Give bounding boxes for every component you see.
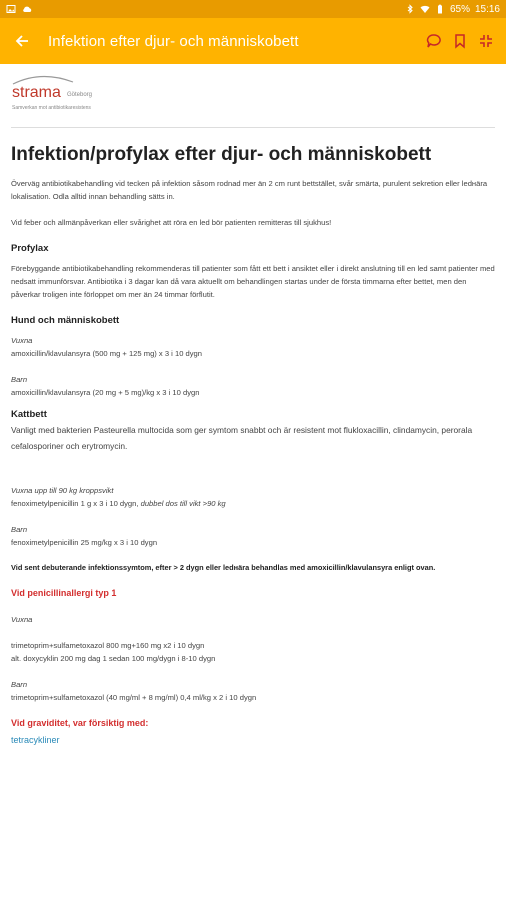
logo-word: strama — [12, 84, 61, 101]
hund-child-text: amoxicillin/klavulansyra (20 mg + 5 mg)/kg x 3 i 10 dygn — [11, 388, 200, 397]
battery-level: 65% — [449, 3, 470, 15]
intro-paragraph: Överväg antibiotikabehandling vid tecken på infektion såsom rodnad mer än 2 cm runt bettstället, svår smärta, purulent sekretion eller ledнära lokalisation. Odla alltid innan behandling sätts in. — [11, 179, 488, 201]
hund-child-label: Barn — [11, 375, 28, 384]
arrow-left-icon — [15, 34, 29, 48]
profylax-heading: Profylax — [11, 243, 49, 254]
katt-adult-dose: fenoximetylpenicillin 1 g x 3 i 10 dygn, — [11, 499, 141, 508]
katt-adult-text — [11, 497, 495, 510]
cloud-icon — [22, 4, 32, 14]
logo-city: Göteborg — [67, 92, 93, 98]
allergy-adult-line-1: trimetoprim+sulfametoxazol 800 mg+160 mg x2 i 10 dygn — [11, 641, 205, 650]
comment-icon — [426, 33, 442, 49]
katt-adult-dose-note: dubbel dos till vikt >90 kg — [140, 499, 226, 508]
clock: 15:16 — [474, 3, 500, 15]
katt-adult-label: Vuxna upp till 90 kg kroppsvikt — [11, 486, 114, 495]
referral-paragraph: Vid feber och allmänpåverkan eller svårighet att röra en led bör patienten remitteras till sjukhus! — [11, 218, 332, 227]
profylax-paragraph: Förebyggande antibiotikabehandling rekommenderas till patienter som fått ett bett i ansiktet eller i direkt anslutning till en led samt patienter med nedsatt immunförsvar. Antibiotika i 3 dagar kan då vara aktuellt om behandlingen startas under de första timmarna efter bettet, men den påverkar troligen inte förloppet om mer än 24 timmar förflutit. — [11, 264, 495, 299]
hund-adult-text: amoxicillin/klavulansyra (500 mg + 125 mg) x 3 i 10 dygn — [11, 349, 202, 358]
hund-heading: Hund och människobett — [11, 315, 120, 326]
tetracykliner-link[interactable]: tetracykliner — [11, 735, 60, 745]
katt-child-text: fenoximetylpenicillin 25 mg/kg x 3 i 10 dygn — [11, 538, 158, 547]
allergy-adult-line-2: alt. doxycyklin 200 mg dag 1 sedan 100 mg/dygn i 8-10 dygn — [11, 654, 216, 663]
collapse-icon — [478, 33, 494, 49]
bookmark-icon — [452, 33, 468, 49]
hund-adult-label: Vuxna — [11, 336, 33, 345]
allergy-child-text: trimetoprim+sulfametoxazol (40 mg/ml + 8 mg/ml) 0,4 ml/kg x 2 i 10 dygn — [11, 693, 257, 702]
article-heading: Infektion/profylax efter djur- och människobett — [11, 144, 432, 165]
divider — [11, 127, 495, 128]
katt-paragraph: Vanligt med bakterien Pasteurella multocida som ger symtom snabbt och är resistent mot flukloxacillin, clindamycin, perorala cefalosporiner och erytromycin. — [11, 425, 473, 451]
katt-heading: Kattbett — [11, 409, 47, 420]
allergy-heading: Vid penicillinallergi typ 1 — [11, 588, 117, 598]
strama-logo — [11, 72, 495, 118]
status-bar — [0, 0, 506, 18]
bookmark-button[interactable] — [448, 18, 472, 64]
pregnancy-heading: Vid graviditet, var försiktig med: — [11, 718, 149, 728]
battery-icon — [435, 4, 445, 14]
wifi-icon — [420, 4, 430, 14]
image-icon — [6, 4, 16, 14]
article — [0, 64, 506, 748]
app-bar — [0, 18, 506, 64]
allergy-adult-label: Vuxna — [11, 615, 33, 624]
bluetooth-icon — [405, 4, 415, 14]
collapse-button[interactable] — [474, 18, 498, 64]
page-title: Infektion efter djur- och människobett — [48, 32, 299, 50]
allergy-child-label: Barn — [11, 680, 28, 689]
katt-child-label: Barn — [11, 525, 28, 534]
logo-tagline: Samverkan mot antibiotikaresistens — [12, 105, 91, 111]
back-button[interactable] — [0, 18, 44, 64]
late-onset-note: Vid sent debuterande infektionssymtom, efter > 2 dygn eller ledнära behandlas med amoxicillin/klavulansyra enligt ovan. — [11, 563, 436, 572]
comment-button[interactable] — [422, 18, 446, 64]
